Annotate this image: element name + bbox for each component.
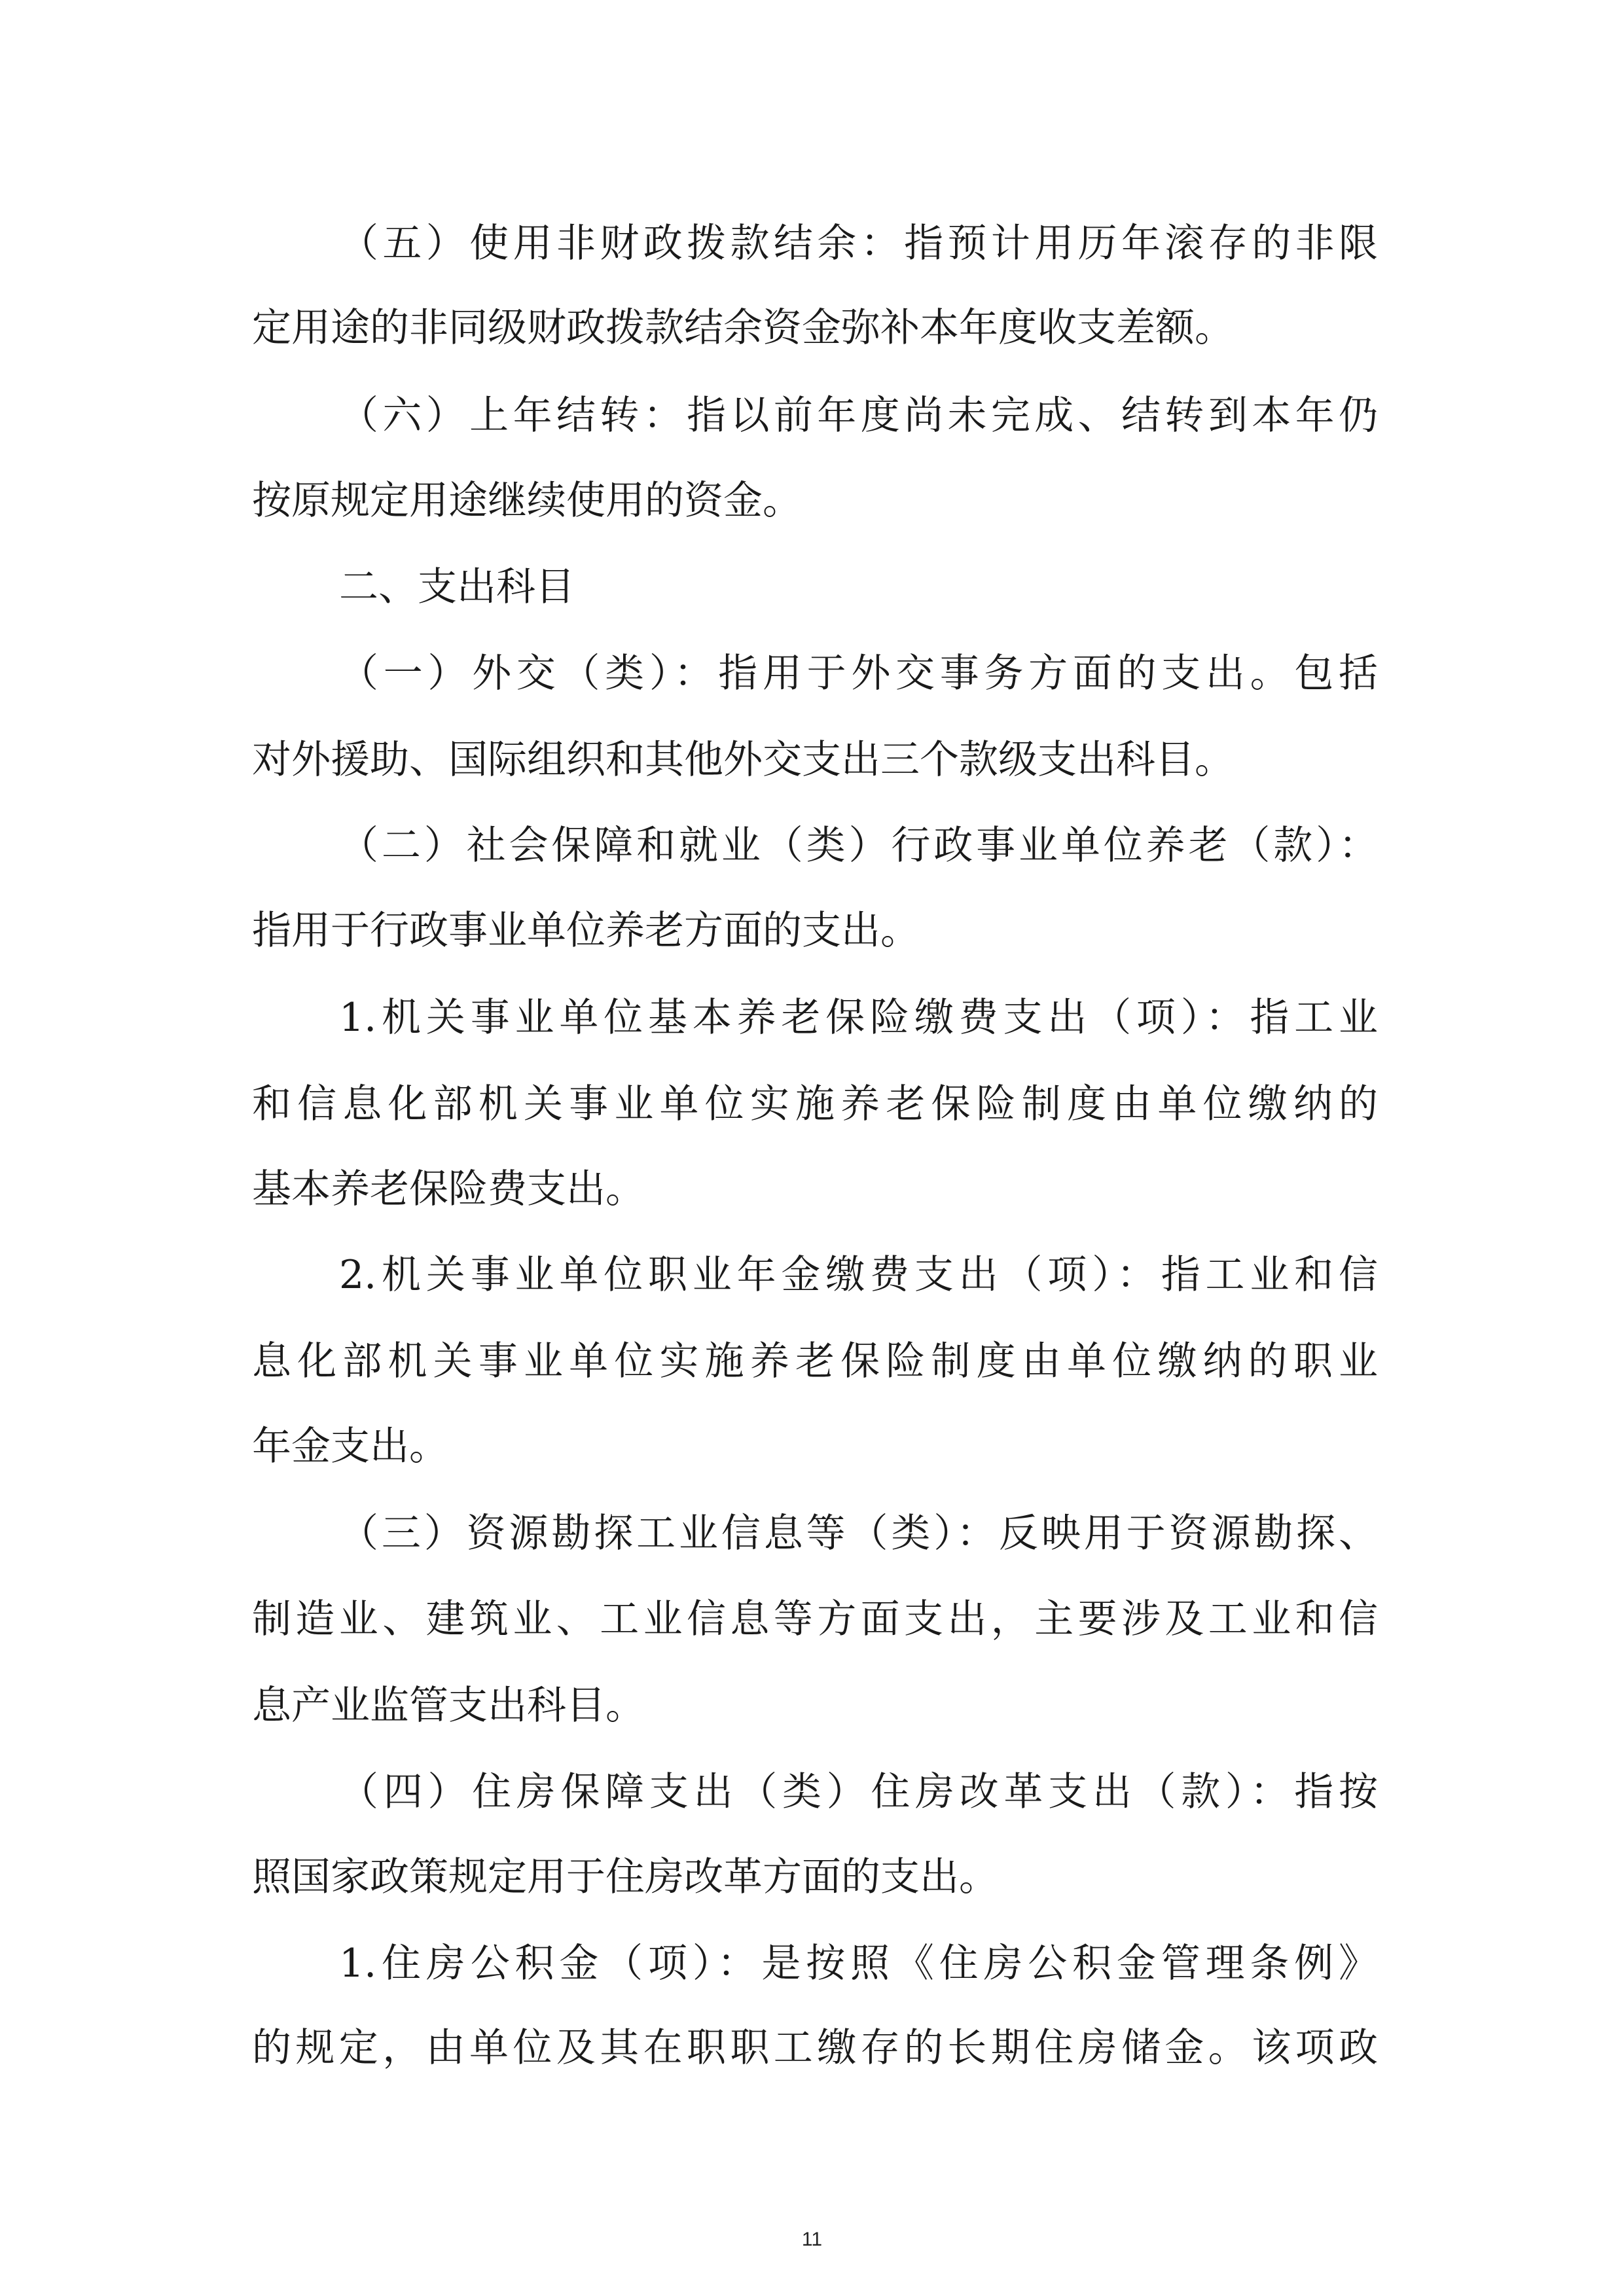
paragraph-line: 2.机关事业单位职业年金缴费支出（项）：指工业和信 (339, 1252, 1378, 1298)
paragraph-line: （三）资源勘探工业信息等（类）：反映用于资源勘探、 (339, 1511, 1378, 1556)
paragraph-line: 年金支出。 (252, 1424, 448, 1469)
paragraph-line: （四）住房保障支出（类）住房改革支出（款）：指按 (339, 1769, 1378, 1815)
paragraph-line: 1.住房公积金（项）：是按照《住房公积金管理条例》 (339, 1941, 1378, 1986)
paragraph-line: 的规定，由单位及其在职职工缴存的长期住房储金。该项政 (252, 2025, 1378, 2071)
paragraph-line: 照国家政策规定用于住房改革方面的支出。 (252, 1854, 998, 1900)
paragraph-line: （五）使用非财政拨款结余：指预计用历年滚存的非限 (339, 221, 1378, 266)
paragraph-line: 制造业、建筑业、工业信息等方面支出，主要涉及工业和信 (252, 1596, 1378, 1642)
paragraph-line: 基本养老保险费支出。 (252, 1166, 645, 1212)
section-heading: 二、支出科目 (339, 564, 575, 610)
paragraph-line: （一）外交（类）：指用于外交事务方面的支出。包括 (339, 651, 1378, 696)
paragraph-line: 息产业监管支出科目。 (252, 1683, 645, 1729)
paragraph-line: （二）社会保障和就业（类）行政事业单位养老（款）： (339, 823, 1378, 869)
paragraph-line: 按原规定用途继续使用的资金。 (252, 478, 802, 524)
paragraph-line: 对外援助、国际组织和其他外交支出三个款级支出科目。 (252, 737, 1234, 783)
page-number: 11 (801, 2229, 823, 2250)
paragraph-line: 1.机关事业单位基本养老保险缴费支出（项）：指工业 (339, 995, 1378, 1041)
paragraph-line: 定用途的非同级财政拨款结余资金弥补本年度收支差额。 (252, 305, 1234, 351)
paragraph-line: （六）上年结转：指以前年度尚未完成、结转到本年仍 (339, 393, 1378, 439)
paragraph-line: 息化部机关事业单位实施养老保险制度由单位缴纳的职业 (252, 1338, 1378, 1384)
paragraph-line: 指用于行政事业单位养老方面的支出。 (252, 908, 920, 954)
paragraph-line: 和信息化部机关事业单位实施养老保险制度由单位缴纳的 (252, 1081, 1378, 1127)
